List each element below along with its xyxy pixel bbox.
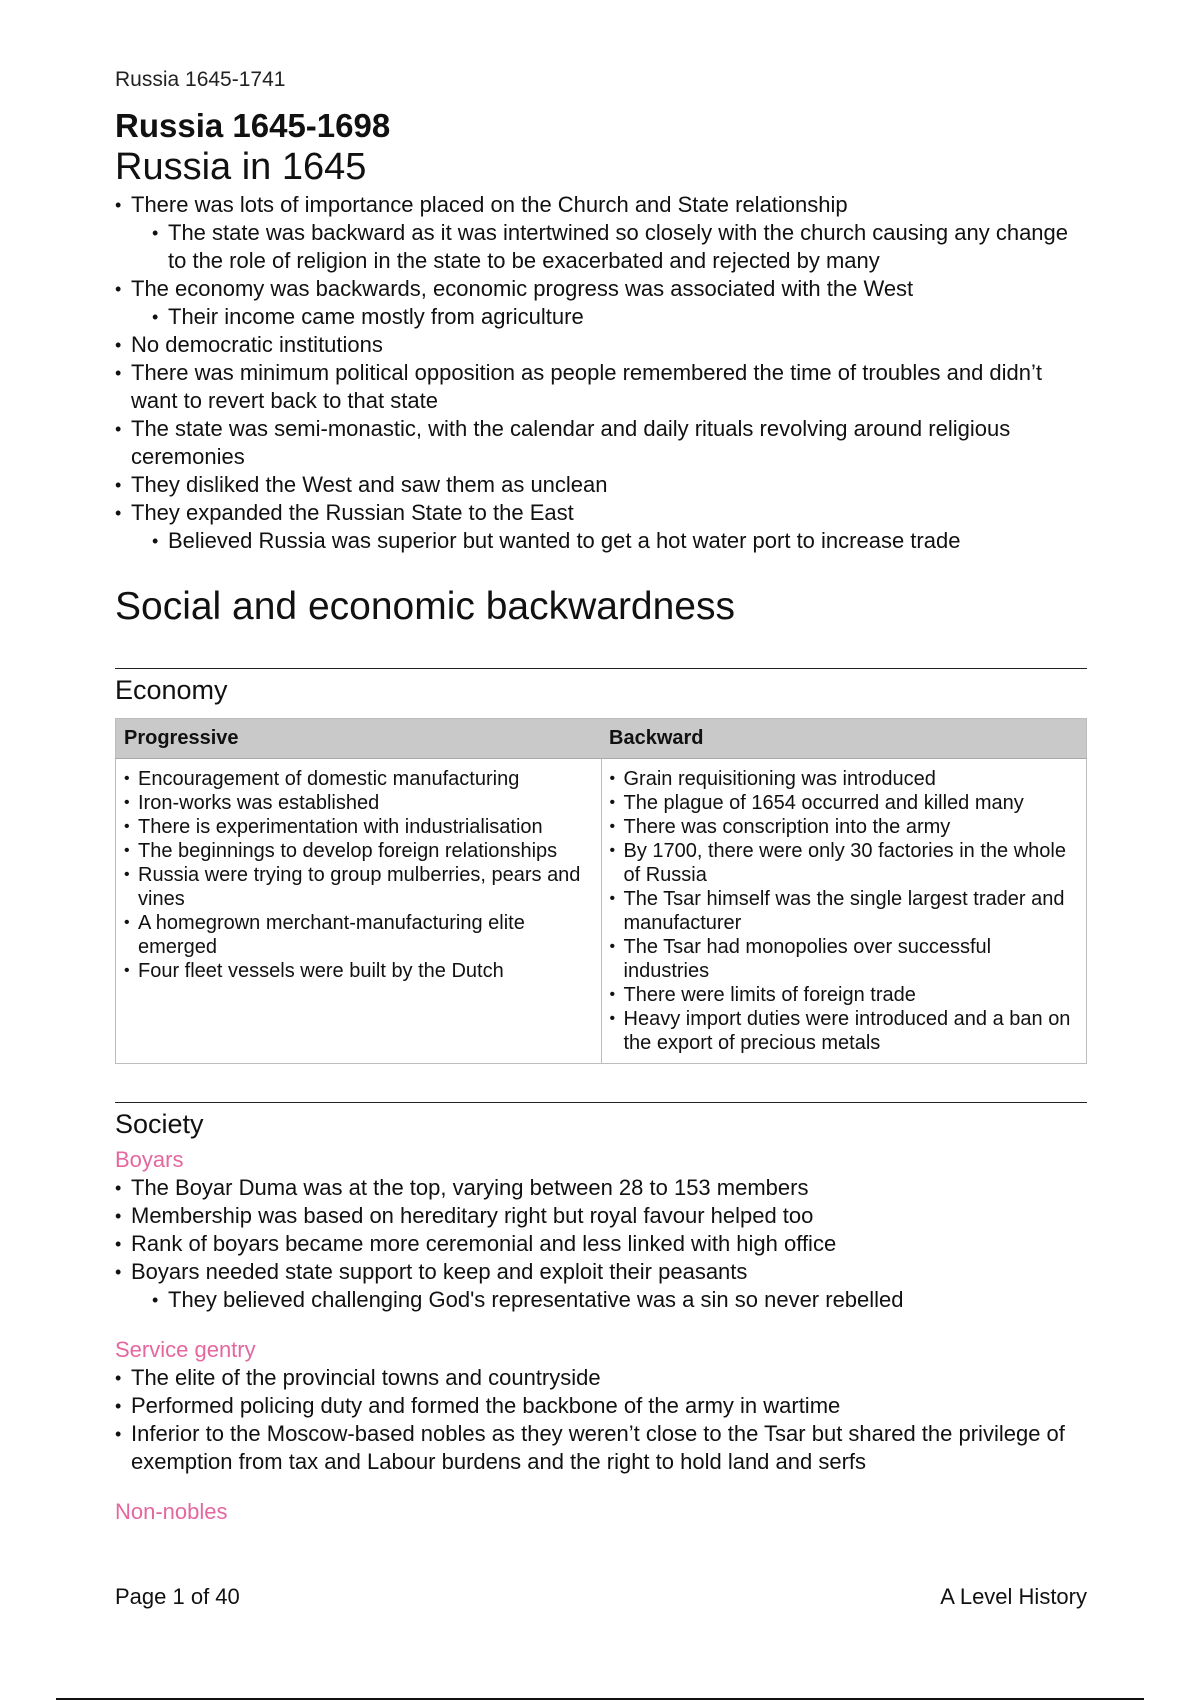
list-item: • Rank of boyars became more ceremonial and less linked with high office	[115, 1230, 1087, 1258]
list-item: • There was lots of importance placed on the Church and State relationship	[115, 191, 1087, 219]
economy-table	[115, 718, 1087, 1064]
table-header-backward: Backward	[601, 719, 1087, 759]
running-header: Russia 1645-1741	[115, 68, 286, 91]
list-item: • The economy was backwards, economic progress was associated with the West	[115, 275, 1087, 303]
list-item: • There was conscription into the army	[610, 815, 1079, 839]
list-item: • Membership was based on hereditary right but royal favour helped too	[115, 1202, 1087, 1230]
non-nobles-label: Non-nobles	[115, 1499, 228, 1525]
divider	[115, 668, 1087, 669]
list-item: • The Tsar had monopolies over successful industries	[610, 935, 1079, 983]
gentry-bullet-list	[115, 1364, 1087, 1476]
backwardness-title: Social and economic backwardness	[115, 585, 736, 629]
sub-title: Russia in 1645	[115, 145, 367, 188]
progressive-cell	[116, 759, 602, 1064]
list-item: • They disliked the West and saw them as unclean	[115, 471, 1087, 499]
list-item: • By 1700, there were only 30 factories in the whole of Russia	[610, 839, 1079, 887]
page-footer	[115, 1584, 1087, 1610]
list-item: • The Tsar himself was the single largest trader and manufacturer	[610, 887, 1079, 935]
list-item: • Russia were trying to group mulberries, pears and vines	[124, 863, 593, 911]
list-item: • They believed challenging God's representative was a sin so never rebelled	[152, 1286, 1087, 1314]
table-header-progressive: Progressive	[116, 719, 602, 759]
document-page	[115, 68, 1087, 1526]
list-item: • Heavy import duties were introduced and a ban on the export of precious metals	[610, 1007, 1079, 1055]
list-item: • The plague of 1654 occurred and killed many	[610, 791, 1079, 815]
divider	[115, 1102, 1087, 1103]
list-item: • Inferior to the Moscow-based nobles as they weren’t close to the Tsar but shared the privilege of exemption from tax and Labour burdens and the right to hold land and serfs	[115, 1420, 1087, 1476]
list-item: • The beginnings to develop foreign relationships	[124, 839, 593, 863]
list-item: • Grain requisitioning was introduced	[610, 767, 1079, 791]
service-gentry-label: Service gentry	[115, 1337, 256, 1363]
page-number: Page 1 of 40	[115, 1584, 240, 1609]
list-item: • There was minimum political opposition as people remembered the time of troubles and didn’t want to revert back to that state	[115, 359, 1087, 415]
backward-cell	[601, 759, 1087, 1064]
list-item: • The state was backward as it was intertwined so closely with the church causing any change to the role of religion in the state to be exacerbated and rejected by many	[152, 219, 1087, 275]
list-item: • The Boyar Duma was at the top, varying between 28 to 153 members	[115, 1174, 1087, 1202]
list-item: • Their income came mostly from agriculture	[152, 303, 1087, 331]
economy-heading: Economy	[115, 675, 228, 706]
list-item: • Boyars needed state support to keep and exploit their peasants	[115, 1258, 1087, 1286]
list-item: • There were limits of foreign trade	[610, 983, 1079, 1007]
russia1645-bullet-list	[115, 191, 1087, 555]
list-item: • Believed Russia was superior but wanted to get a hot water port to increase trade	[152, 527, 1087, 555]
list-item: • Performed policing duty and formed the backbone of the army in wartime	[115, 1392, 1087, 1420]
list-item: • Encouragement of domestic manufacturing	[124, 767, 593, 791]
boyars-bullet-list	[115, 1174, 1087, 1314]
list-item: • Four fleet vessels were built by the Dutch	[124, 959, 593, 983]
course-name: A Level History	[940, 1584, 1087, 1609]
list-item: • The state was semi-monastic, with the calendar and daily rituals revolving around religious ceremonies	[115, 415, 1087, 471]
society-heading: Society	[115, 1109, 204, 1140]
list-item: • They expanded the Russian State to the East	[115, 499, 1087, 527]
list-item: • No democratic institutions	[115, 331, 1087, 359]
section-title: Russia 1645-1698	[115, 107, 391, 144]
list-item: • Iron-works was established	[124, 791, 593, 815]
list-item: • There is experimentation with industrialisation	[124, 815, 593, 839]
boyars-label: Boyars	[115, 1147, 184, 1173]
list-item: • A homegrown merchant-manufacturing elite emerged	[124, 911, 593, 959]
list-item: • The elite of the provincial towns and countryside	[115, 1364, 1087, 1392]
